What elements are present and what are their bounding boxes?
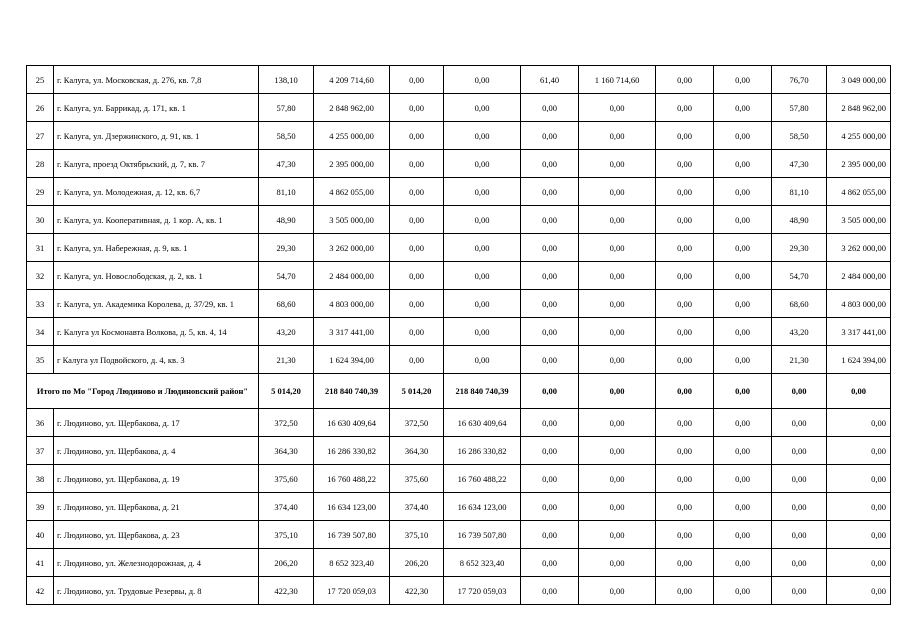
area-col7-cell: 0,00 [656,409,714,437]
total-c2: 218 840 740,39 [314,374,390,409]
cost-col4-cell: 0,00 [444,346,521,374]
address-cell: г. Калуга, проезд Октябрьский, д. 7, кв. 7 [54,150,259,178]
area-col7-cell: 0,00 [656,318,714,346]
cost-col10-cell: 3 505 000,00 [827,206,891,234]
cost-total-cell: 4 209 714,60 [314,66,390,94]
area-total-cell: 68,60 [259,290,314,318]
cost-col4-cell: 16 286 330,82 [444,437,521,465]
table-row [27,206,891,234]
row-number: 28 [27,150,54,178]
total-c9: 0,00 [772,374,827,409]
area-col3-cell: 375,60 [390,465,444,493]
area-col9-cell: 76,70 [772,66,827,94]
area-col9-cell: 0,00 [772,437,827,465]
area-col9-cell: 54,70 [772,262,827,290]
area-col9-cell: 29,30 [772,234,827,262]
area-total-cell: 57,80 [259,94,314,122]
cost-col4-cell: 16 630 409,64 [444,409,521,437]
cost-col10-cell: 4 255 000,00 [827,122,891,150]
area-col7-cell: 0,00 [656,234,714,262]
area-col3-cell: 0,00 [390,122,444,150]
area-col3-cell: 0,00 [390,346,444,374]
area-col3-cell: 374,40 [390,493,444,521]
cost-col10-cell: 3 262 000,00 [827,234,891,262]
cost-col8-cell: 0,00 [714,549,772,577]
row-number: 42 [27,577,54,605]
address-cell: г. Калуга, ул. Новослободская, д. 2, кв. 1 [54,262,259,290]
area-col3-cell: 422,30 [390,577,444,605]
area-col5-cell: 0,00 [521,437,579,465]
area-total-cell: 374,40 [259,493,314,521]
cost-col4-cell: 0,00 [444,318,521,346]
cost-col10-cell: 3 317 441,00 [827,318,891,346]
cost-col6-cell: 0,00 [579,94,656,122]
area-col3-cell: 0,00 [390,290,444,318]
cost-col4-cell: 16 739 507,80 [444,521,521,549]
area-col9-cell: 58,50 [772,122,827,150]
cost-col8-cell: 0,00 [714,94,772,122]
cost-total-cell: 3 317 441,00 [314,318,390,346]
cost-total-cell: 16 739 507,80 [314,521,390,549]
table-row [27,290,891,318]
area-col5-cell: 0,00 [521,178,579,206]
cost-col6-cell: 0,00 [579,409,656,437]
total-c3: 5 014,20 [390,374,444,409]
address-cell: г. Людиново, ул. Железнодорожная, д. 4 [54,549,259,577]
cost-total-cell: 3 262 000,00 [314,234,390,262]
total-c6: 0,00 [579,374,656,409]
cost-col10-cell: 1 624 394,00 [827,346,891,374]
address-cell: г. Калуга, ул. Дзержинского, д. 91, кв. 1 [54,122,259,150]
row-number: 35 [27,346,54,374]
cost-col4-cell: 16 760 488,22 [444,465,521,493]
area-col3-cell: 0,00 [390,234,444,262]
cost-col8-cell: 0,00 [714,178,772,206]
cost-col8-cell: 0,00 [714,290,772,318]
area-col5-cell: 0,00 [521,577,579,605]
area-total-cell: 29,30 [259,234,314,262]
cost-col6-cell: 0,00 [579,234,656,262]
area-col9-cell: 0,00 [772,577,827,605]
table-row [27,122,891,150]
cost-col4-cell: 0,00 [444,290,521,318]
area-col9-cell: 57,80 [772,94,827,122]
area-col3-cell: 206,20 [390,549,444,577]
cost-col6-cell: 0,00 [579,346,656,374]
address-cell: г. Людиново, ул. Щербакова, д. 19 [54,465,259,493]
area-col5-cell: 0,00 [521,318,579,346]
area-col5-cell: 61,40 [521,66,579,94]
table-row [27,549,891,577]
cost-col8-cell: 0,00 [714,409,772,437]
cost-col4-cell: 0,00 [444,94,521,122]
address-cell: г. Людиново, ул. Щербакова, д. 21 [54,493,259,521]
area-col7-cell: 0,00 [656,465,714,493]
area-col5-cell: 0,00 [521,262,579,290]
area-total-cell: 47,30 [259,150,314,178]
cost-col6-cell: 0,00 [579,122,656,150]
address-cell: г. Людиново, ул. Щербакова, д. 4 [54,437,259,465]
area-col9-cell: 0,00 [772,465,827,493]
area-total-cell: 375,10 [259,521,314,549]
area-total-cell: 43,20 [259,318,314,346]
cost-col10-cell: 0,00 [827,465,891,493]
total-c8: 0,00 [714,374,772,409]
cost-col8-cell: 0,00 [714,346,772,374]
area-total-cell: 372,50 [259,409,314,437]
cost-col4-cell: 0,00 [444,234,521,262]
area-col5-cell: 0,00 [521,206,579,234]
area-col9-cell: 68,60 [772,290,827,318]
area-col9-cell: 0,00 [772,409,827,437]
area-col7-cell: 0,00 [656,150,714,178]
area-col7-cell: 0,00 [656,66,714,94]
table-row [27,346,891,374]
cost-col6-cell: 1 160 714,60 [579,66,656,94]
cost-col4-cell: 17 720 059,03 [444,577,521,605]
register-table [26,65,891,605]
area-total-cell: 206,20 [259,549,314,577]
cost-col10-cell: 0,00 [827,521,891,549]
table-row [27,465,891,493]
cost-total-cell: 17 720 059,03 [314,577,390,605]
area-col9-cell: 43,20 [772,318,827,346]
cost-col6-cell: 0,00 [579,549,656,577]
cost-col8-cell: 0,00 [714,318,772,346]
area-col3-cell: 0,00 [390,94,444,122]
area-col3-cell: 364,30 [390,437,444,465]
cost-col4-cell: 0,00 [444,262,521,290]
row-number: 29 [27,178,54,206]
cost-col10-cell: 2 484 000,00 [827,262,891,290]
row-number: 26 [27,94,54,122]
cost-col8-cell: 0,00 [714,206,772,234]
row-number: 27 [27,122,54,150]
area-total-cell: 48,90 [259,206,314,234]
row-number: 25 [27,66,54,94]
cost-col8-cell: 0,00 [714,521,772,549]
cost-total-cell: 4 803 000,00 [314,290,390,318]
area-col3-cell: 0,00 [390,66,444,94]
total-c10: 0,00 [827,374,891,409]
cost-col8-cell: 0,00 [714,577,772,605]
cost-col4-cell: 0,00 [444,178,521,206]
address-cell: г. Людиново, ул. Щербакова, д. 17 [54,409,259,437]
cost-col6-cell: 0,00 [579,465,656,493]
cost-col10-cell: 0,00 [827,409,891,437]
cost-col10-cell: 3 049 000,00 [827,66,891,94]
area-col9-cell: 48,90 [772,206,827,234]
cost-col10-cell: 4 803 000,00 [827,290,891,318]
table-row [27,577,891,605]
total-label: Итого по Мо "Город Людиново и Людиновский район" [27,374,259,409]
area-total-cell: 54,70 [259,262,314,290]
total-c7: 0,00 [656,374,714,409]
area-col3-cell: 0,00 [390,262,444,290]
row-number: 39 [27,493,54,521]
area-col9-cell: 21,30 [772,346,827,374]
cost-col10-cell: 0,00 [827,493,891,521]
area-col9-cell: 0,00 [772,549,827,577]
total-c1: 5 014,20 [259,374,314,409]
cost-col4-cell: 0,00 [444,66,521,94]
table-row [27,437,891,465]
cost-col8-cell: 0,00 [714,465,772,493]
area-col3-cell: 0,00 [390,318,444,346]
cost-col6-cell: 0,00 [579,493,656,521]
cost-col4-cell: 0,00 [444,122,521,150]
row-number: 31 [27,234,54,262]
cost-total-cell: 2 848 962,00 [314,94,390,122]
area-col7-cell: 0,00 [656,290,714,318]
cost-total-cell: 16 760 488,22 [314,465,390,493]
cost-col8-cell: 0,00 [714,122,772,150]
cost-col10-cell: 0,00 [827,549,891,577]
address-cell: г. Калуга, ул. Молодежная, д. 12, кв. 6,7 [54,178,259,206]
cost-col6-cell: 0,00 [579,318,656,346]
cost-total-cell: 8 652 323,40 [314,549,390,577]
table-row [27,178,891,206]
cost-total-cell: 16 634 123,00 [314,493,390,521]
area-col5-cell: 0,00 [521,290,579,318]
row-number: 30 [27,206,54,234]
area-col5-cell: 0,00 [521,122,579,150]
area-col5-cell: 0,00 [521,493,579,521]
cost-col8-cell: 0,00 [714,493,772,521]
row-number: 33 [27,290,54,318]
cost-col10-cell: 2 848 962,00 [827,94,891,122]
table-body-top [27,66,891,374]
area-col9-cell: 0,00 [772,521,827,549]
table-row [27,262,891,290]
cost-col4-cell: 16 634 123,00 [444,493,521,521]
cost-col10-cell: 0,00 [827,577,891,605]
row-number: 40 [27,521,54,549]
address-cell: г. Людиново, ул. Трудовые Резервы, д. 8 [54,577,259,605]
area-col5-cell: 0,00 [521,234,579,262]
row-number: 32 [27,262,54,290]
area-col7-cell: 0,00 [656,549,714,577]
cost-col6-cell: 0,00 [579,521,656,549]
cost-col8-cell: 0,00 [714,150,772,178]
cost-total-cell: 16 286 330,82 [314,437,390,465]
cost-col8-cell: 0,00 [714,66,772,94]
cost-col8-cell: 0,00 [714,262,772,290]
area-col5-cell: 0,00 [521,94,579,122]
cost-total-cell: 2 484 000,00 [314,262,390,290]
table-total [27,374,891,409]
cost-col8-cell: 0,00 [714,234,772,262]
address-cell: г Калуга ул Подвойского, д. 4, кв. 3 [54,346,259,374]
table-row [27,94,891,122]
area-total-cell: 138,10 [259,66,314,94]
area-col9-cell: 47,30 [772,150,827,178]
cost-total-cell: 4 255 000,00 [314,122,390,150]
area-col9-cell: 81,10 [772,178,827,206]
area-col9-cell: 0,00 [772,493,827,521]
area-col7-cell: 0,00 [656,577,714,605]
area-col7-cell: 0,00 [656,178,714,206]
area-col5-cell: 0,00 [521,346,579,374]
area-col5-cell: 0,00 [521,549,579,577]
area-col7-cell: 0,00 [656,493,714,521]
address-cell: г. Калуга, ул. Академика Королева, д. 37/29, кв. 1 [54,290,259,318]
area-col5-cell: 0,00 [521,409,579,437]
table-row [27,234,891,262]
area-col7-cell: 0,00 [656,521,714,549]
cost-col4-cell: 8 652 323,40 [444,549,521,577]
area-col5-cell: 0,00 [521,465,579,493]
cost-total-cell: 4 862 055,00 [314,178,390,206]
area-total-cell: 58,50 [259,122,314,150]
row-number: 37 [27,437,54,465]
cost-col6-cell: 0,00 [579,262,656,290]
address-cell: г. Калуга, ул. Кооперативная, д. 1 кор. А, кв. 1 [54,206,259,234]
row-number: 38 [27,465,54,493]
cost-col6-cell: 0,00 [579,178,656,206]
cost-total-cell: 16 630 409,64 [314,409,390,437]
address-cell: г. Калуга ул Космонавта Волкова, д. 5, кв. 4, 14 [54,318,259,346]
cost-col4-cell: 0,00 [444,150,521,178]
cost-col6-cell: 0,00 [579,437,656,465]
table-row [27,493,891,521]
area-col3-cell: 0,00 [390,150,444,178]
address-cell: г. Людиново, ул. Щербакова, д. 23 [54,521,259,549]
cost-total-cell: 1 624 394,00 [314,346,390,374]
address-cell: г. Калуга, ул. Московская, д. 276, кв. 7,8 [54,66,259,94]
cost-col6-cell: 0,00 [579,206,656,234]
area-col7-cell: 0,00 [656,346,714,374]
area-col3-cell: 372,50 [390,409,444,437]
area-col7-cell: 0,00 [656,206,714,234]
total-row [27,374,891,409]
row-number: 41 [27,549,54,577]
row-number: 36 [27,409,54,437]
table-row [27,66,891,94]
cost-col8-cell: 0,00 [714,437,772,465]
area-col7-cell: 0,00 [656,94,714,122]
cost-col4-cell: 0,00 [444,206,521,234]
area-total-cell: 364,30 [259,437,314,465]
area-total-cell: 422,30 [259,577,314,605]
area-col7-cell: 0,00 [656,122,714,150]
area-total-cell: 375,60 [259,465,314,493]
total-c4: 218 840 740,39 [444,374,521,409]
total-c5: 0,00 [521,374,579,409]
table-row [27,150,891,178]
cost-total-cell: 2 395 000,00 [314,150,390,178]
row-number: 34 [27,318,54,346]
cost-col6-cell: 0,00 [579,150,656,178]
address-cell: г. Калуга, ул. Баррикад, д. 171, кв. 1 [54,94,259,122]
area-col5-cell: 0,00 [521,521,579,549]
area-col5-cell: 0,00 [521,150,579,178]
table-row [27,318,891,346]
table-row [27,521,891,549]
cost-col10-cell: 4 862 055,00 [827,178,891,206]
area-total-cell: 81,10 [259,178,314,206]
table-body-bottom [27,409,891,605]
area-col3-cell: 0,00 [390,178,444,206]
area-col7-cell: 0,00 [656,262,714,290]
area-total-cell: 21,30 [259,346,314,374]
cost-col10-cell: 2 395 000,00 [827,150,891,178]
cost-col6-cell: 0,00 [579,577,656,605]
cost-total-cell: 3 505 000,00 [314,206,390,234]
table-row [27,409,891,437]
area-col3-cell: 375,10 [390,521,444,549]
address-cell: г. Калуга, ул. Набережная, д. 9, кв. 1 [54,234,259,262]
cost-col10-cell: 0,00 [827,437,891,465]
area-col3-cell: 0,00 [390,206,444,234]
area-col7-cell: 0,00 [656,437,714,465]
cost-col6-cell: 0,00 [579,290,656,318]
